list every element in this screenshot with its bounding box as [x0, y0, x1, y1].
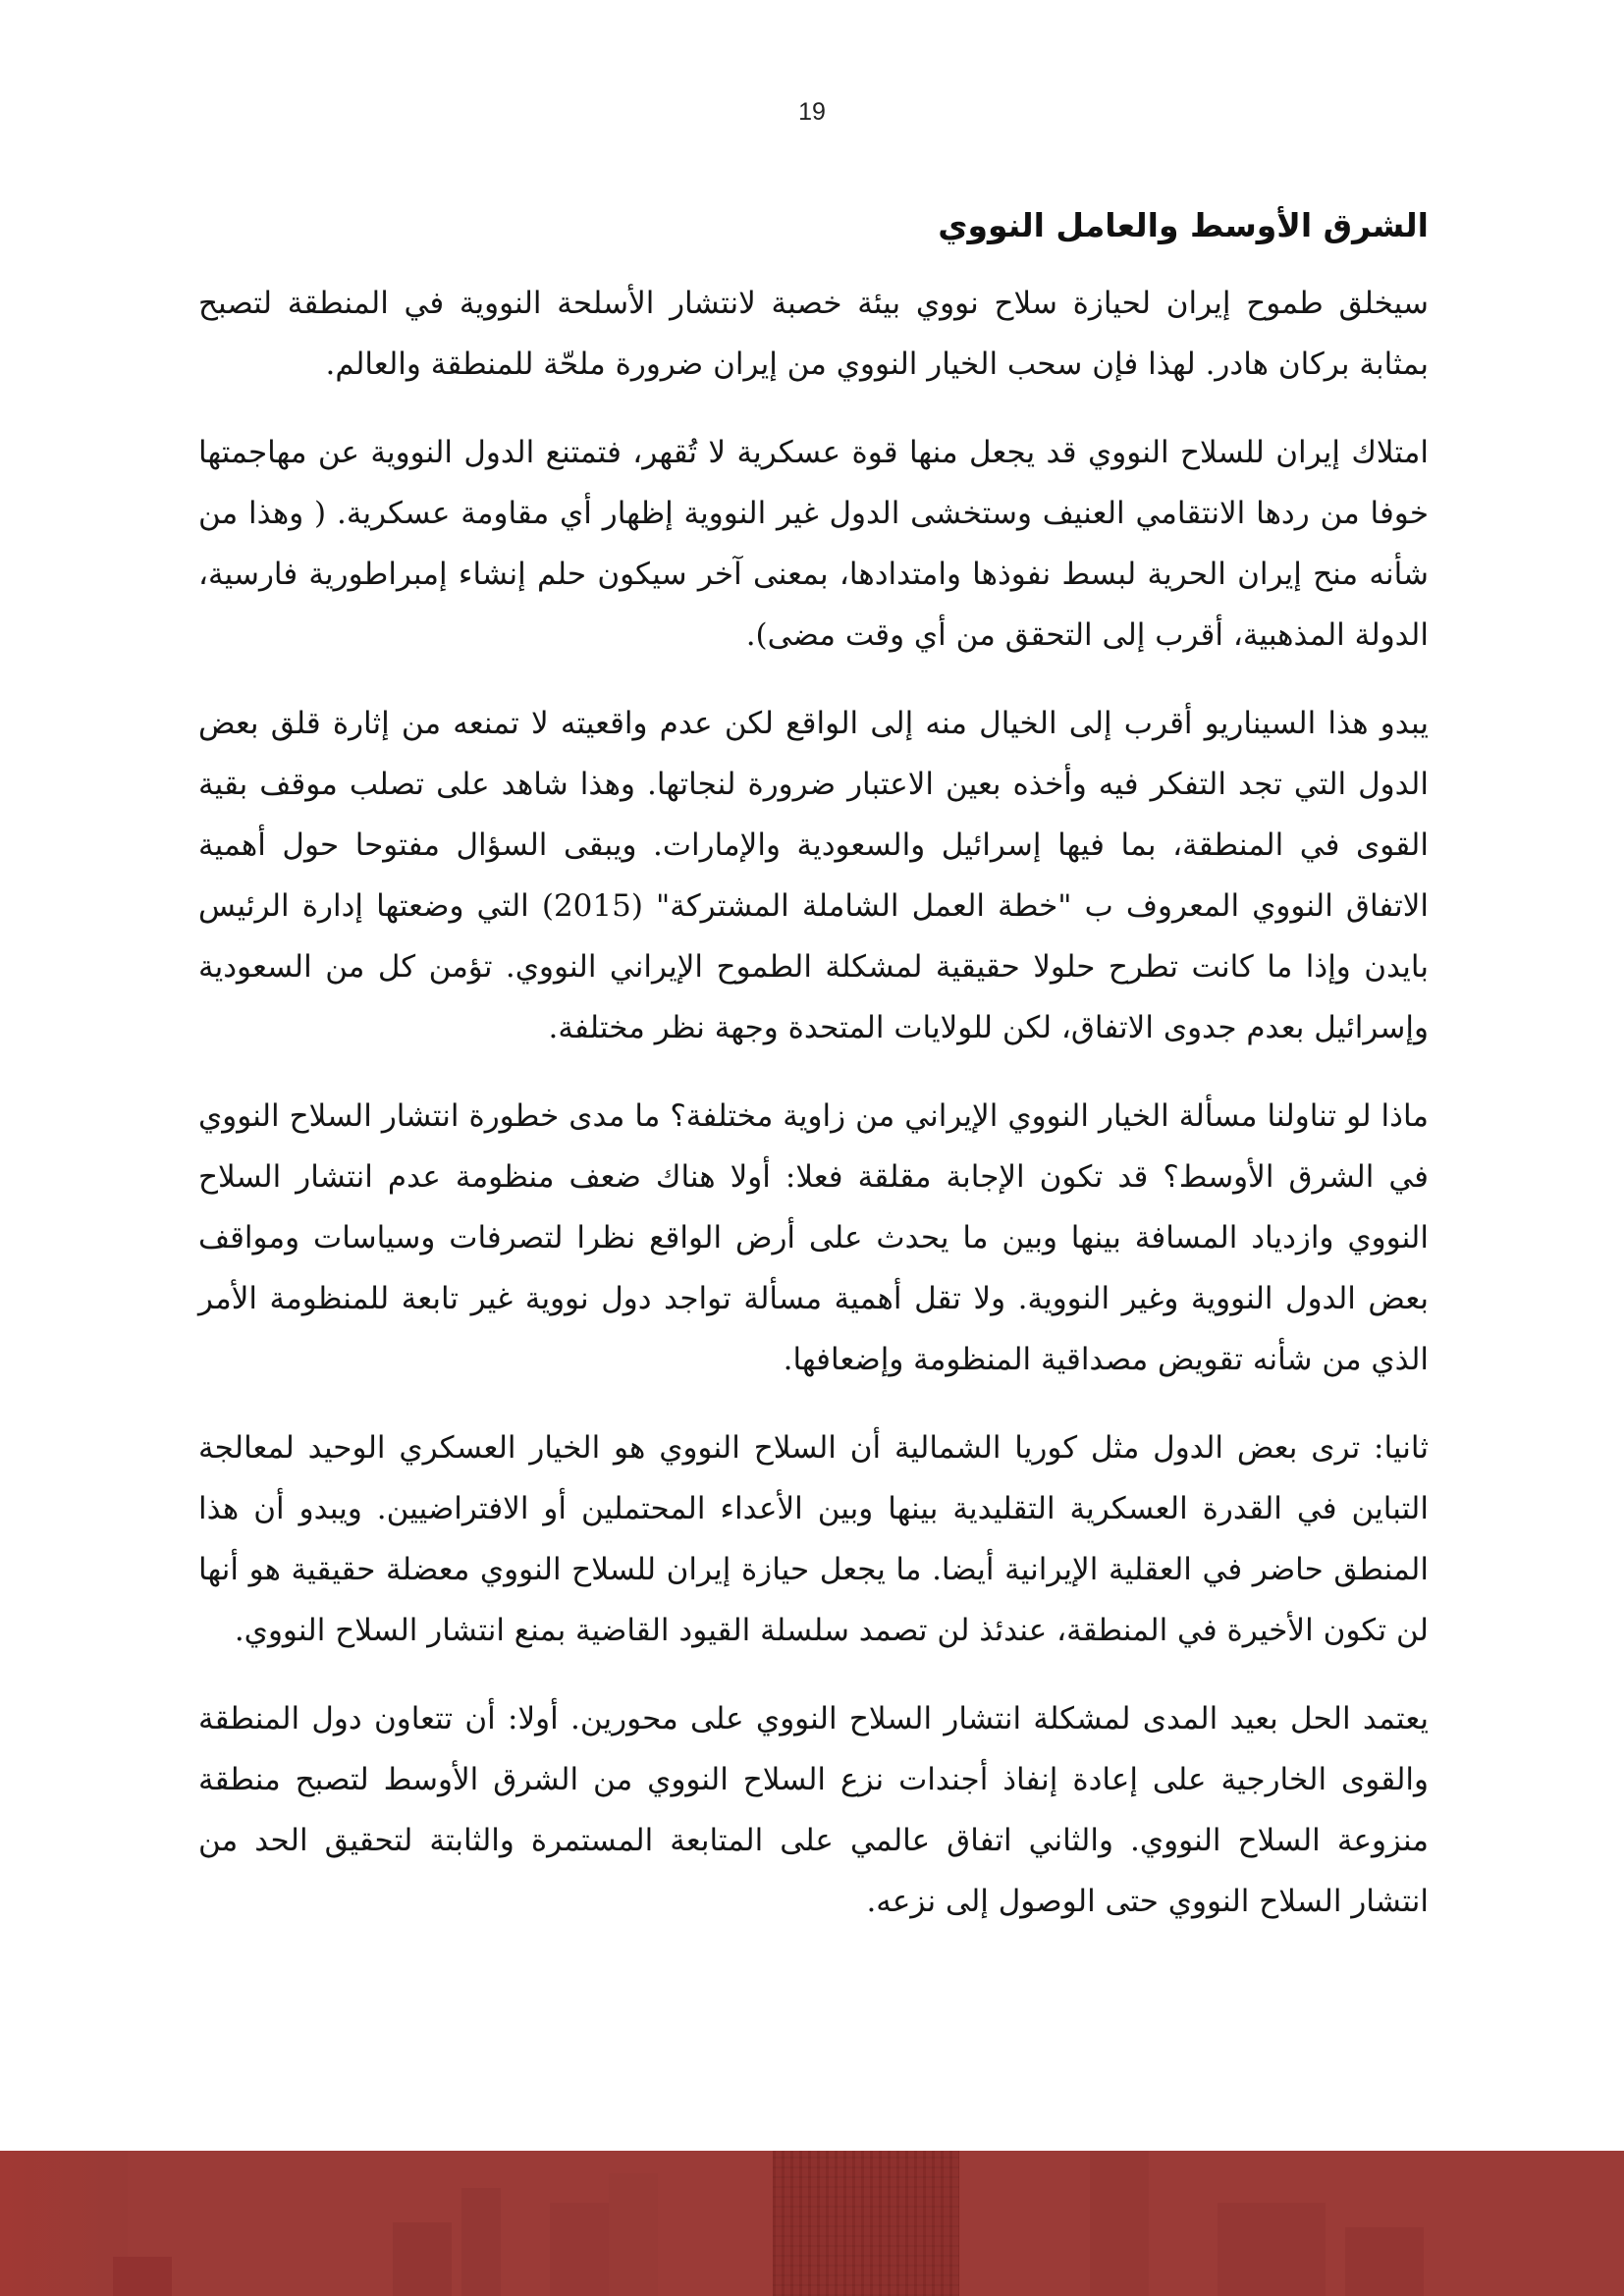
paragraph-scenario: يبدو هذا السيناريو أقرب إلى الخيال منه إلى الواقع لكن عدم واقعيته لا تمنعه من إثارة قلق بعض الدول التي تجد التفكر فيه وأخذه بعين الاعتبار ضرورة لنجاتها. وهذا شاهد على تصلب موقف بقية القوى في المنطقة، بما فيها إسرائيل والسعودية والإمارات. ويبقى السؤال مفتوحا حول أهمية الاتفاق النووي المعروف ب "خطة العمل الشاملة المشتركة" (2015) التي وضعتها إدارة الرئيس بايدن وإذا ما كانت تطرح حلولا حقيقية لمشكلة الطموح الإيراني النووي. تؤمن كل من السعودية وإسرائيل بعدم جدوى الاتفاق، لكن للولايات المتحدة وجهة نظر مختلفة.: [198, 706, 1430, 1045]
section-title: الشرق الأوسط والعامل النووي: [938, 206, 1429, 244]
paragraph-proliferation-danger: ماذا لو تناولنا مسألة الخيار النووي الإيراني من زاوية مختلفة؟ ما مدى خطورة انتشار السلاح النووي في الشرق الأوسط؟ قد تكون الإجابة مقلقة فعلا: أولا هناك ضعف منظومة عدم انتشار السلاح النووي وازدياد المسافة بينها وبين ما يحدث على أرض الواقع نظرا لتصرفات وسياسات ومواقف بعض الدول النووية وغير النووية. ولا تقل أهمية مسألة تواجد دول نووية غير تابعة للمنظومة الأمر الذي من شأنه تقويض مصداقية المنظومة وإضعافها.: [198, 1098, 1429, 1377]
paragraph-military-power: امتلاك إيران للسلاح النووي قد يجعل منها قوة عسكرية لا تُقهر، فتمتنع الدول النووية عن مهاجمتها خوفا من ردها الانتقامي العنيف وستخشى الدول غير النووية إظهار أي مقاومة عسكرية. ( وهذا من شأنه منح إيران الحرية لبسط نفوذها وامتدادها، بمعنى آخر سيكون حلم إنشاء إمبراطورية فارسية، الدولة المذهبية، أقرب إلى التحقق من أي وقت مضى).: [198, 435, 1429, 653]
skyline-building-decoration: [113, 2257, 172, 2296]
skyline-building-decoration: [609, 2173, 658, 2296]
skyline-building-decoration: [393, 2222, 452, 2296]
paragraph-second-point: ثانيا: ترى بعض الدول مثل كوريا الشمالية أن السلاح النووي هو الخيار العسكري الوحيد لمعالجة التباين في القدرة العسكرية التقليدية بينها وبين الأعداء المحتملين أو الافتراضيين. ويبدو أن هذا المنطق حاضر في العقلية الإيرانية أيضا. ما يجعل حيازة إيران للسلاح النووي معضلة حقيقية هو أنها لن تكون الأخيرة في المنطقة، عندئذ لن تصمد سلسلة القيود القاضية بمنع انتشار السلاح النووي.: [198, 1430, 1429, 1648]
skyline-building-decoration: [1218, 2203, 1326, 2296]
skyline-building-decoration: [461, 2188, 501, 2296]
skyline-tower-decoration: [773, 2151, 959, 2296]
footer-decorative-band: [0, 2151, 1624, 2296]
document-body: [198, 196, 1429, 1959]
paragraph-iran-ambition: سيخلق طموح إيران لحيازة سلاح نووي بيئة خصبة لانتشار الأسلحة النووية في المنطقة لتصبح بمثابة بركان هادر. لهذا فإن سحب الخيار النووي من إيران ضرورة ملحّة للمنطقة والعالم.: [198, 286, 1429, 382]
skyline-building-decoration: [1345, 2227, 1424, 2296]
skyline-building-decoration: [0, 2151, 128, 2296]
skyline-building-decoration: [1090, 2151, 1149, 2296]
page-number: 19: [798, 98, 826, 126]
paragraph-long-term-solution: يعتمد الحل بعيد المدى لمشكلة انتشار السلاح النووي على محورين. أولا: أن تتعاون دول المنطقة والقوى الخارجية على إعادة إنفاذ أجندات نزع السلاح النووي من الشرق الأوسط لتصبح منطقة منزوعة السلاح النووي. والثاني اتفاق عالمي على المتابعة المستمرة والثابتة لتحقيق الحد من انتشار السلاح النووي حتى الوصول إلى نزعه.: [198, 1701, 1429, 1919]
